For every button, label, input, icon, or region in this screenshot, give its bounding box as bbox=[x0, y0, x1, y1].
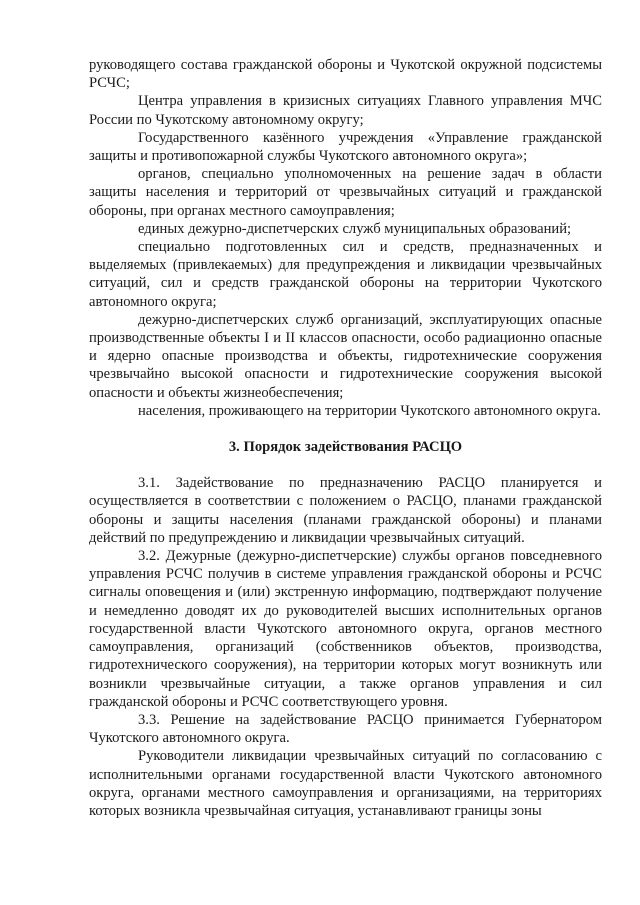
section-body bbox=[89, 474, 602, 820]
list-item: Государственного казённого учреждения «Управление гражданской защиты и противопожарной службы Чукотского автономного округа»; bbox=[89, 129, 602, 165]
spacer bbox=[89, 420, 602, 438]
list-item: специально подготовленных сил и средств, предназначенных и выделяемых (привлекаемых) для предупреждения и ликвидации чрезвычайных ситуаций, сил и средств гражданской обороны на территории Чукотского автономного округа; bbox=[89, 239, 602, 310]
list-item: органов, специально уполномоченных на решение задач в области защиты населения и территорий от чрезвычайных ситуаций и гражданской обороны, при органах местного самоуправления; bbox=[89, 166, 602, 219]
paragraph-3-3: 3.3. Решение на задействование РАСЦО принимается Губернатором Чукотского автономного округа. bbox=[89, 711, 602, 747]
paragraph-3-2: 3.2. Дежурные (дежурно-диспетчерские) службы органов повседневного управления РСЧС получив в системе управления гражданской обороны и РСЧС сигналы оповещения и (или) экстренную информацию, подтверждают получение и немедленно доводят их до руководителей высших исполнительных органов государственной власти Чукотского автономного округа, органов местного самоуправления, организаций (собственников объектов, производства, гидротехнического сооружения), на территории которых могут возникнуть или возникли чрезвычайные ситуации, а также органов управления и сил гражданской обороны и РСЧС соответствующего уровня. bbox=[89, 548, 602, 710]
list-item: дежурно-диспетчерских служб организаций, эксплуатирующих опасные производственные объекты I и II классов опасности, особо радиационно опасные и ядерно опасные производства и объекты, гидротехнические сооружения чрезвычайно высокой опасности и гидротехнические сооружения высокой опасности и объекты жизнеобеспечения; bbox=[89, 311, 602, 401]
paragraph-leaders: Руководители ликвидации чрезвычайных ситуаций по согласованию с исполнительными органами государственной власти Чукотского автономного округа, органами местного самоуправления и организациями, на территориях которых возникла чрезвычайная ситуация, устанавливают границы зоны bbox=[89, 748, 602, 819]
list-item: населения, проживающего на территории Чукотского автономного округа. bbox=[138, 402, 601, 419]
list-item-continued: руководящего состава гражданской обороны и Чукотской окружной подсистемы РСЧС; bbox=[89, 57, 602, 92]
list-item: Центра управления в кризисных ситуациях Главного управления МЧС России по Чукотскому автономному округу; bbox=[89, 93, 602, 128]
paragraph-3-1: 3.1. Задействование по предназначению РАСЦО планируется и осуществляется в соответствии с положением о РАСЦО, планами гражданской обороны и защиты населения (планами гражданской обороны) и планами действий по предупреждению и ликвидации чрезвычайных ситуаций. bbox=[89, 475, 602, 546]
section-heading: 3. Порядок задействования РАСЦО bbox=[228, 439, 463, 456]
spacer bbox=[89, 456, 602, 474]
list-item: единых дежурно-диспетчерских служб муниципальных образований; bbox=[138, 220, 572, 237]
document-page bbox=[89, 56, 602, 820]
